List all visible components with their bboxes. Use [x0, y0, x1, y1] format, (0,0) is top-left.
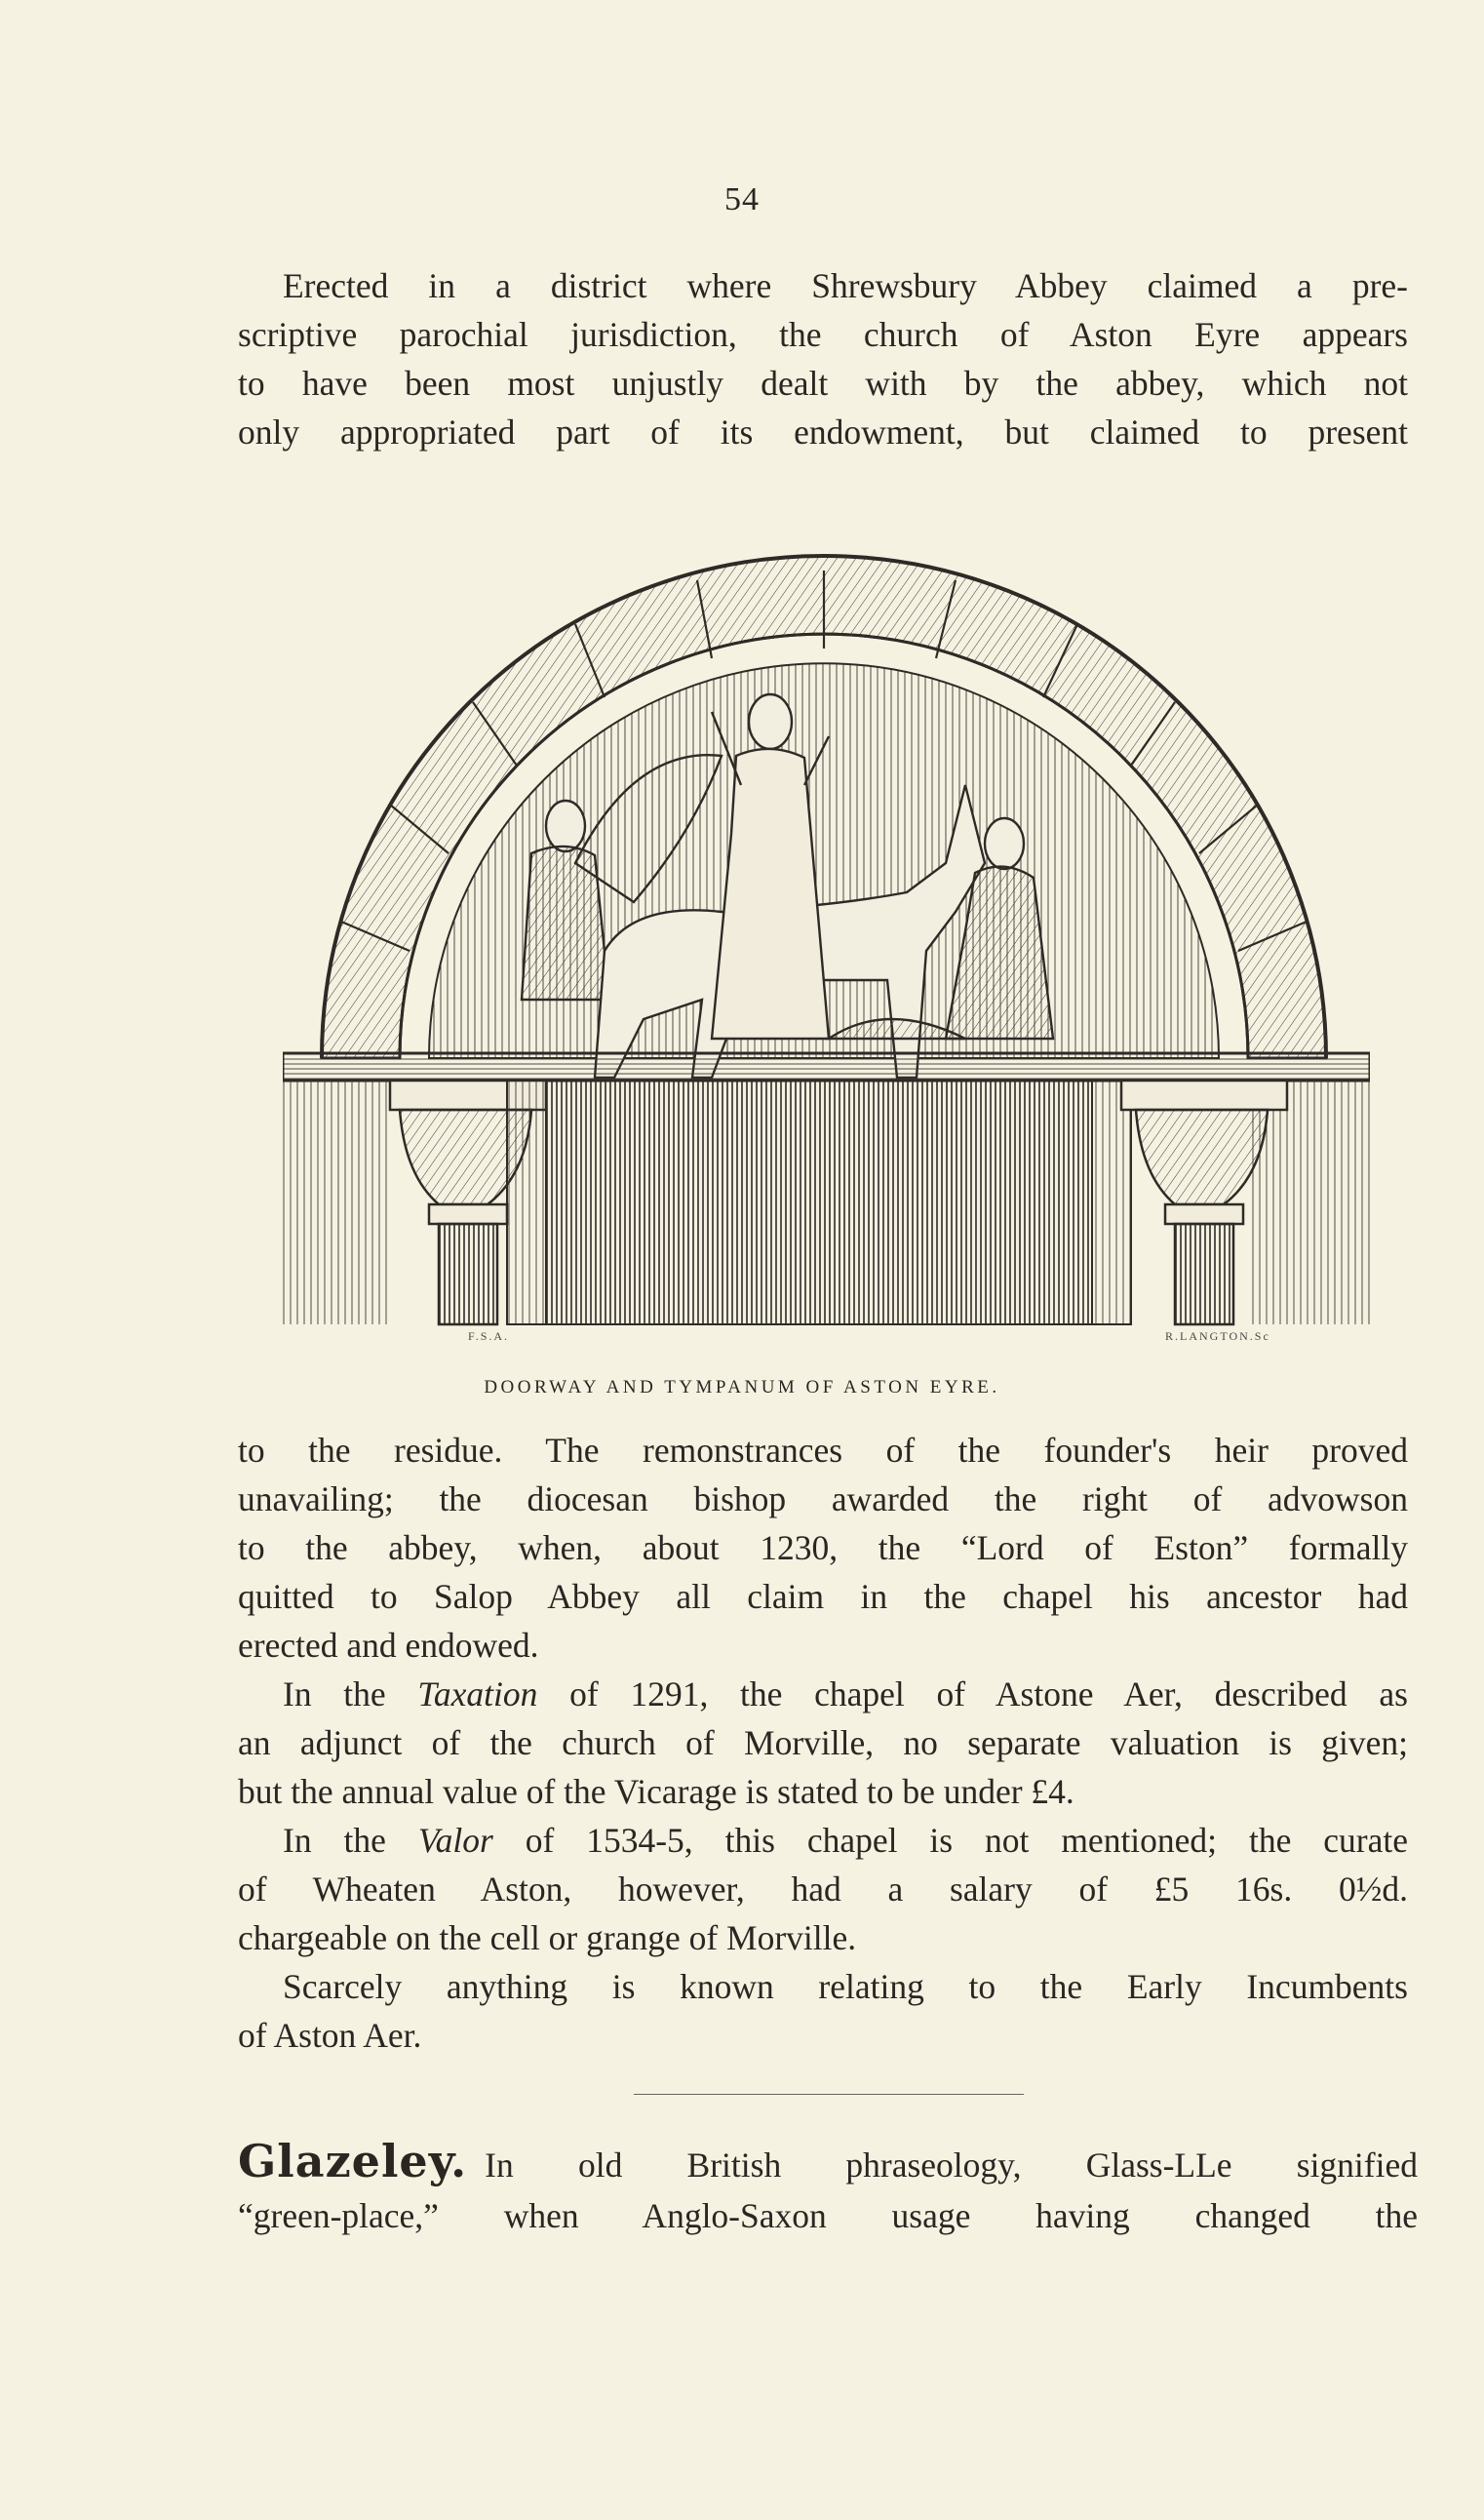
- intro-paragraph: [238, 261, 1408, 456]
- body-paragraphs: [238, 1426, 1408, 2060]
- text-run: of 1534-5, this chapel is not mentioned; the curate: [492, 1821, 1408, 1860]
- text-line: [238, 1816, 1408, 1865]
- text-line: “green-place,” when Anglo-Saxon usage having changed the: [238, 2196, 1418, 2235]
- text-line: [238, 1670, 1408, 1718]
- text-line: of Wheaten Aston, however, had a salary of £5 16s. 0½d.: [238, 1870, 1408, 1909]
- text-line: erected and endowed.: [238, 1626, 539, 1665]
- text-line: Scarcely anything is known relating to the Early Incumbents: [283, 1967, 1408, 2006]
- text-run: In the: [283, 1821, 418, 1860]
- section-heading: Glazeley.: [238, 2135, 468, 2187]
- text-line: an adjunct of the church of Morville, no separate valuation is given;: [238, 1723, 1408, 1762]
- text-line: to have been most unjustly dealt with by the abbey, which not: [238, 364, 1408, 403]
- figure-caption: DOORWAY AND TYMPANUM OF ASTON EYRE.: [484, 1377, 1000, 1398]
- text-line: of Aston Aer.: [238, 2016, 422, 2055]
- engraver-signature: R.LANGTON.Sc: [1165, 1329, 1270, 1343]
- artist-signature: F.S.A.: [468, 1329, 510, 1343]
- text-line: scriptive parochial jurisdiction, the church of Aston Eyre appears: [238, 315, 1408, 354]
- text-run: In the: [283, 1674, 418, 1713]
- glazeley-section: [238, 2136, 1418, 2241]
- text-line: unavailing; the diocesan bishop awarded the right of advowson: [238, 1479, 1408, 1518]
- italic-term: Valor: [417, 1821, 493, 1860]
- text-line: only appropriated part of its endowment, but claimed to present: [238, 413, 1408, 452]
- text-line: chargeable on the cell or grange of Morville.: [238, 1918, 857, 1957]
- section-divider: [634, 2094, 1024, 2095]
- text-line: but the annual value of the Vicarage is stated to be under £4.: [238, 1772, 1074, 1811]
- italic-term: Taxation: [417, 1674, 538, 1713]
- page-number: 54: [724, 181, 760, 217]
- text-line: quitted to Salop Abbey all claim in the chapel his ancestor had: [238, 1577, 1408, 1616]
- text-line: Erected in a district where Shrewsbury Abbey claimed a pre-: [283, 266, 1408, 305]
- text-run: of 1291, the chapel of Astone Aer, described as: [537, 1674, 1408, 1713]
- text-line: to the residue. The remonstrances of the founder's heir proved: [238, 1431, 1408, 1470]
- text-run: In old British phraseology, Glass-LLe signified: [485, 2146, 1418, 2185]
- tympanum-engraving: [283, 492, 1370, 1341]
- text-line: [238, 2136, 1418, 2190]
- text-line: to the abbey, when, about 1230, the “Lord of Eston” formally: [238, 1528, 1408, 1567]
